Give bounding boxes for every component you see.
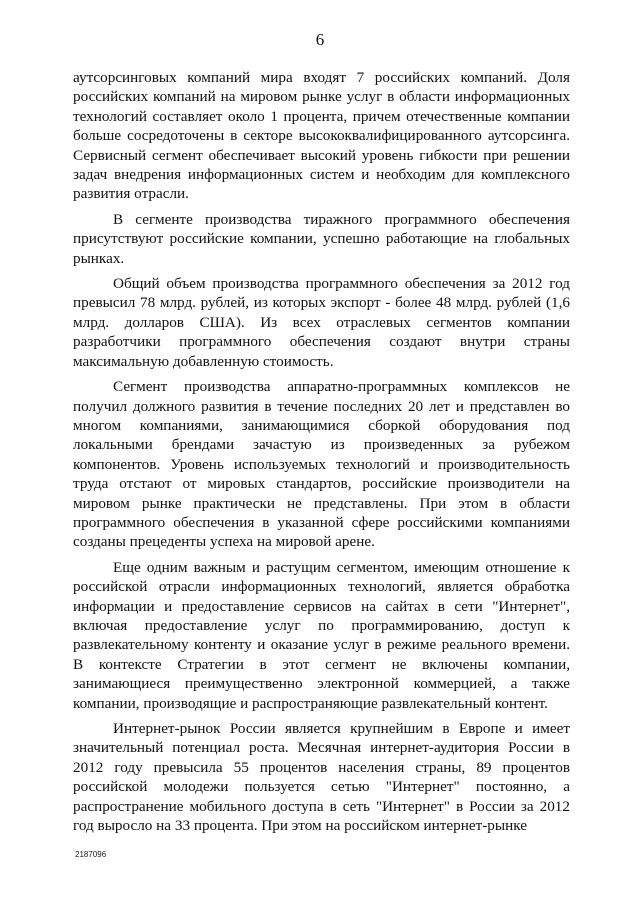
- paragraph-5: Еще одним важным и растущим сегментом, имеющим отношение к российской отрасли информационных технологий, является обработка информации и предоставление сервисов на сайтах в сети "Интернет", включая предоставление услуг по программированию, доступ к развлекательному контенту и оказание услуг в режиме реального времени. В контексте Стратегии в этот сегмент не включены компании, занимающиеся преимущественно электронной коммерцией, а также компании, производящие и распространяющие развлекательный контент.: [73, 558, 570, 712]
- paragraph-1: аутсорсинговых компаний мира входят 7 российских компаний. Доля российских компаний на мировом рынке услуг в области информационных технологий составляет около 1 процента, причем отечественные компании больше сосредоточены в секторе высококвалифицированного аутсорсинга. Сервисный сегмент обеспечивает высокий уровень гибкости при решении задач внедрения информационных систем и необходим для комплексного развития отрасли.: [73, 69, 570, 203]
- paragraph-3: Общий объем производства программного обеспечения за 2012 год превысил 78 млрд. рублей, из которых экспорт - более 48 млрд. рублей (1,6 млрд. долларов США). Из всех отраслевых сегментов компании разработчики программного обеспечения создают внутри страны максимальную добавленную стоимость.: [73, 275, 570, 370]
- paragraph-2: В сегменте производства тиражного программного обеспечения присутствуют российские компании, успешно работающие на глобальных рынках.: [73, 210, 570, 267]
- page-number: 6: [315, 30, 325, 49]
- document-code: 2187096: [75, 850, 107, 859]
- paragraph-4: Сегмент производства аппаратно-программных комплексов не получил должного развития в течение последних 20 лет и представлен во многом компаниями, занимающимися сборкой оборудования под локальными брендами зачастую из произведенных за рубежом компонентов. Уровень используемых технологий и производительность труда отстают от мировых стандартов, российские производители на мировом рынке практически не представлены. При этом в области программного обеспечения в указанной сфере российскими компаниями созданы прецеденты успеха на мировой арене.: [73, 378, 570, 551]
- paragraph-6: Интернет-рынок России является крупнейшим в Европе и имеет значительный потенциал роста. Месячная интернет-аудитория России в 2012 году превысила 55 процентов населения страны, 89 процентов российской молодежи пользуется сетью "Интернет" постоянно, а распространение мобильного доступа в сеть "Интернет" в России за 2012 год выросло на 33 процента. При этом на российском интернет-рынке: [73, 720, 570, 835]
- document-body: [73, 68, 570, 841]
